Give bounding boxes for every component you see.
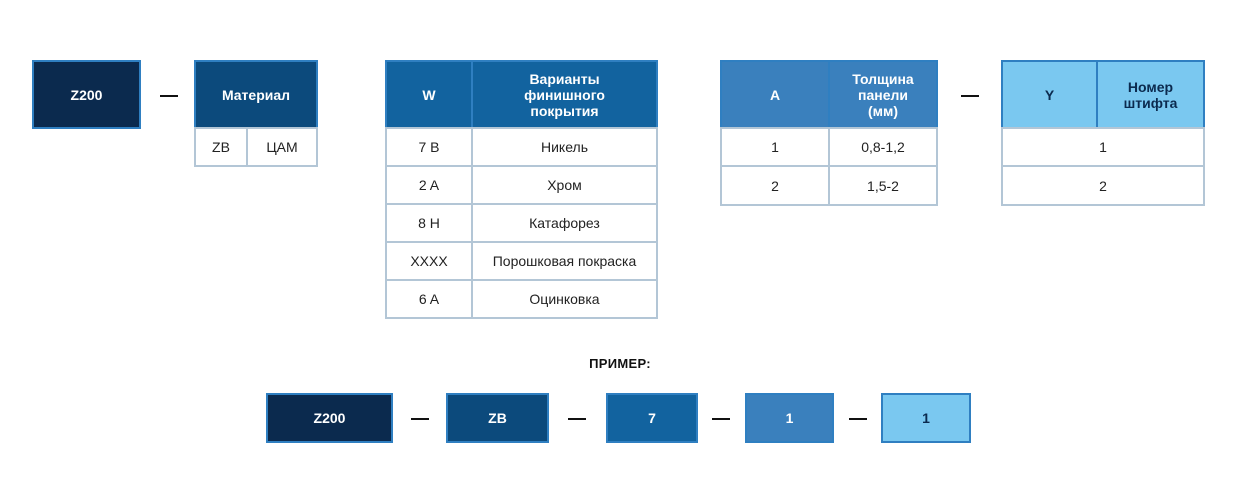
table-row bbox=[471, 127, 658, 167]
example-part-label: 7 bbox=[648, 410, 656, 426]
table-row bbox=[471, 203, 658, 243]
table-row bbox=[385, 203, 473, 243]
finish-row-name: Никель bbox=[541, 139, 588, 155]
example-part bbox=[446, 393, 549, 443]
finish-header-name-label: Варианты финишного покрытия bbox=[524, 70, 605, 119]
table-row bbox=[828, 165, 938, 206]
example-part-label: ZB bbox=[488, 410, 507, 426]
example-title bbox=[540, 356, 700, 371]
panel-row-value: 1,5-2 bbox=[867, 177, 899, 194]
separator-dash bbox=[712, 418, 730, 420]
example-part-label: Z200 bbox=[313, 410, 346, 426]
finish-row-code: 6 A bbox=[418, 291, 440, 307]
table-row bbox=[385, 279, 473, 319]
pin-header-name-label: Номер штифта bbox=[1123, 78, 1178, 111]
pin-row-value: 1 bbox=[1099, 139, 1107, 155]
example-part bbox=[745, 393, 834, 443]
finish-header-name bbox=[471, 60, 658, 129]
table-row bbox=[720, 165, 830, 206]
code-label: Z200 bbox=[70, 86, 103, 103]
table-row bbox=[385, 165, 473, 205]
separator-dash bbox=[411, 418, 429, 420]
panel-row-code: 1 bbox=[771, 139, 779, 155]
separator-dash bbox=[961, 95, 979, 97]
finish-row-name: Оцинковка bbox=[529, 291, 600, 307]
panel-header-name-label: Толщина панели (мм) bbox=[852, 70, 914, 119]
separator-dash bbox=[568, 418, 586, 420]
material-name-cell bbox=[246, 127, 318, 167]
panel-row-value: 0,8-1,2 bbox=[861, 139, 905, 155]
table-row bbox=[471, 241, 658, 281]
table-row bbox=[720, 127, 830, 167]
separator-dash bbox=[160, 95, 178, 97]
table-row bbox=[1001, 165, 1205, 206]
panel-header-code-label: A bbox=[769, 86, 781, 103]
pin-table bbox=[1001, 60, 1205, 206]
example-part bbox=[266, 393, 393, 443]
finish-header-code-label: W bbox=[422, 86, 436, 103]
finish-row-name: Хром bbox=[547, 177, 582, 193]
table-row bbox=[385, 241, 473, 281]
material-name: ЦАМ bbox=[266, 139, 298, 155]
finish-row-code: 7 B bbox=[418, 139, 440, 155]
panel-row-code: 2 bbox=[771, 177, 779, 194]
pin-row-value: 2 bbox=[1099, 177, 1107, 194]
pin-header-code-label: Y bbox=[1044, 86, 1055, 103]
material-header bbox=[194, 60, 318, 129]
finish-row-name: Порошковая покраска bbox=[492, 253, 637, 269]
panel-table bbox=[720, 60, 938, 206]
material-code-cell bbox=[194, 127, 248, 167]
table-row bbox=[1001, 127, 1205, 167]
finish-row-code: XXXX bbox=[410, 253, 448, 269]
panel-header-code bbox=[720, 60, 830, 129]
table-row bbox=[471, 165, 658, 205]
example-part-label: 1 bbox=[922, 410, 930, 426]
separator-dash bbox=[849, 418, 867, 420]
pin-header-name bbox=[1096, 60, 1205, 129]
table-row bbox=[471, 279, 658, 319]
finish-row-code: 2 A bbox=[418, 177, 440, 193]
example-part bbox=[606, 393, 698, 443]
table-row bbox=[385, 127, 473, 167]
panel-header-name bbox=[828, 60, 938, 129]
example-title-label: ПРИМЕР: bbox=[589, 356, 651, 371]
table-row bbox=[828, 127, 938, 167]
pin-header-code bbox=[1001, 60, 1098, 129]
finish-header-code bbox=[385, 60, 473, 129]
material-code: ZB bbox=[212, 139, 230, 155]
finish-row-name: Катафорез bbox=[529, 215, 600, 231]
example-part bbox=[881, 393, 971, 443]
finish-table bbox=[385, 60, 658, 319]
material-header-label: Материал bbox=[221, 86, 291, 103]
code-box bbox=[32, 60, 141, 129]
example-part-label: 1 bbox=[785, 410, 794, 426]
finish-row-code: 8 H bbox=[418, 215, 440, 231]
